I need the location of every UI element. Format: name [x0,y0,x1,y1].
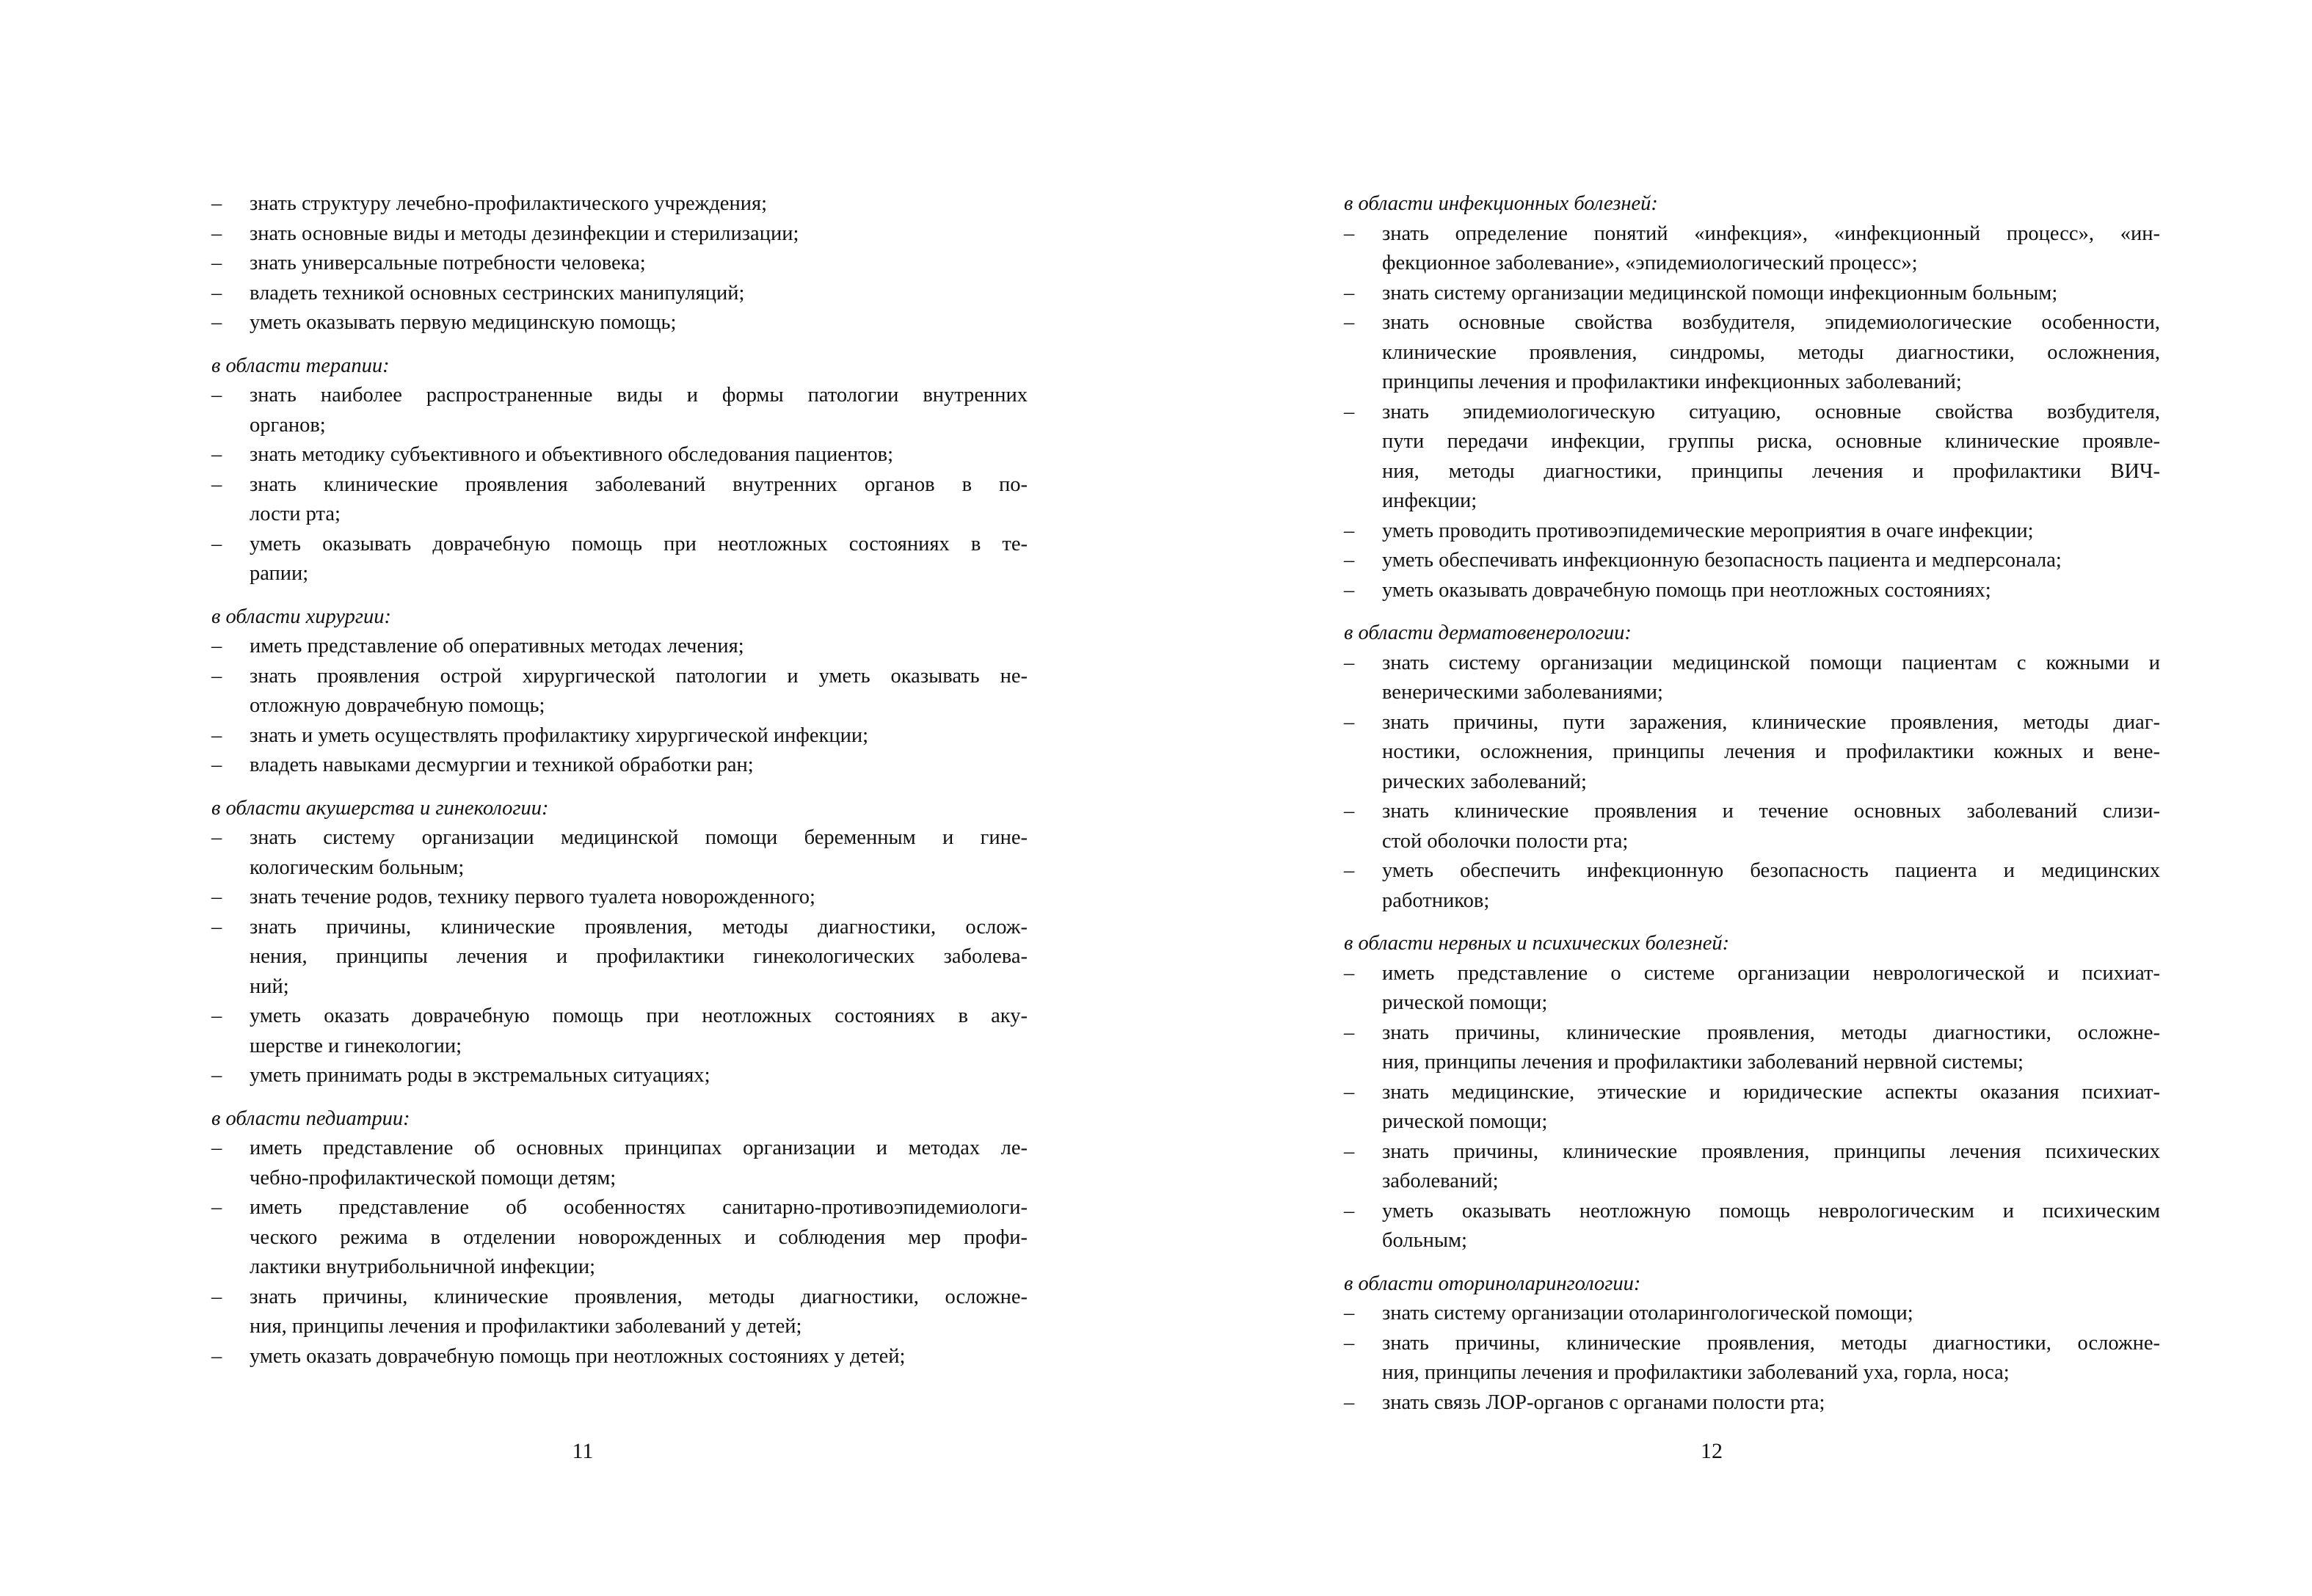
dash-bullet: – [1344,400,1355,423]
list-item [1344,959,2160,1019]
list-item [211,1134,1028,1193]
list-item [211,721,1028,751]
item-line: органов; [250,413,326,437]
dash-bullet: – [1344,519,1355,542]
item-line: рапии; [250,562,309,585]
list-item [1344,308,2160,398]
item-line: фекционное заболевание», «эпидемиологический процесс»; [1382,252,1918,274]
item-line: знать связь ЛОР-органов с органами полости рта; [1382,1391,1825,1414]
list-item [211,440,1028,470]
list-item [211,1002,1028,1061]
item-line: владеть техникой основных сестринских манипуляций; [250,281,745,305]
item-line: знать причины, клинические проявления, методы диагностики, осложне- [1382,1331,2160,1355]
item-line: знать основные виды и методы дезинфекции и стерилизации; [250,222,799,245]
item-line: знать методику субъективного и объективного обследования пациентов; [250,443,894,466]
list-item [1344,219,2160,279]
page-text-column [211,189,1028,1371]
dash-bullet: – [211,532,222,555]
list-item [211,883,1028,913]
dash-bullet: – [211,1064,222,1087]
section [211,794,1028,1091]
dash-bullet: – [211,724,222,747]
bullet-list [1344,219,2160,606]
item-line: заболеваний; [1382,1170,1499,1192]
dash-bullet: – [211,1005,222,1027]
item-line: знать клинические проявления и течение основных заболеваний слизи- [1382,800,2160,823]
item-line: клинические проявления, синдромы, методы диагностики, осложнения, [1382,340,2160,364]
item-line: владеть навыками десмургии и техникой обработки ран; [250,754,754,776]
dash-bullet: – [1344,1080,1355,1104]
item-line: уметь оказать доврачебную помощь при неотложных состояниях в аку- [250,1005,1028,1027]
dash-bullet: – [211,886,222,908]
item-line: ния, принципы лечения и профилактики заболеваний у детей; [250,1315,802,1338]
item-line: знать основные свойства возбудителя, эпидемиологические особенности, [1382,311,2160,334]
bullet-list [211,632,1028,781]
item-line: уметь оказывать первую медицинскую помощь; [250,311,677,334]
list-item [1344,517,2160,547]
item-line: знать определение понятий «инфекция», «инфекционный процесс», «ин- [1382,222,2160,245]
section [211,351,1028,589]
dash-bullet: – [1344,1021,1355,1044]
bullet-list [211,823,1028,1091]
list-item [1344,279,2160,309]
dash-bullet: – [211,311,222,334]
list-item [211,823,1028,883]
item-line: больным; [1382,1229,1467,1252]
bullet-list [211,189,1028,338]
dash-bullet: – [211,635,222,657]
list-item [211,530,1028,589]
list-item [1344,708,2160,798]
item-line: уметь обеспечить инфекционную безопасность пациента и медицинских [1382,859,2160,882]
item-line: знать систему организации отоларингологической помощи; [1382,1302,1913,1324]
section-heading: в области дерматовенерологии: [1344,622,1632,644]
dash-bullet: – [1344,549,1355,572]
item-line: ния, принципы лечения и профилактики заболеваний уха, горла, носа; [1382,1361,2010,1384]
page-right [1156,0,2312,1596]
list-item [211,219,1028,249]
list-item [1344,1388,2160,1418]
dash-bullet: – [1344,1331,1355,1355]
section-heading: в области терапии: [211,354,390,377]
dash-bullet: – [211,1137,222,1159]
item-line: рических заболеваний; [1382,770,1587,793]
item-line: стой оболочки полости рта; [1382,829,1629,853]
item-line: лости рта; [250,503,341,525]
list-item [1344,856,2160,916]
item-line: ний; [250,974,289,998]
section [1344,189,2160,605]
item-line: уметь обеспечивать инфекционную безопасность пациента и медперсонала; [1382,549,2062,572]
list-item [211,751,1028,781]
item-line: знать клинические проявления заболеваний внутренних органов в по- [250,473,1028,496]
list-item [1344,576,2160,606]
section [211,189,1028,338]
list-item [211,1342,1028,1372]
section-heading: в области акушерства и гинекологии: [211,796,549,820]
dash-bullet: – [1344,651,1355,674]
item-line: иметь представление об оперативных методах лечения; [250,635,744,657]
item-line: знать течение родов, технику первого туалета новорожденного; [250,886,815,908]
list-item [211,470,1028,530]
item-line: уметь принимать роды в экстремальных ситуациях; [250,1064,710,1087]
item-line: принципы лечения и профилактики инфекционных заболеваний; [1382,371,1962,393]
item-line: знать эпидемиологическую ситуацию, основные свойства возбудителя, [1382,400,2160,423]
page-text-column [1344,189,2160,1418]
dash-bullet: – [1344,578,1355,602]
dash-bullet: – [211,754,222,776]
item-line: иметь представление об особенностях санитарно-противоэпидемиологи- [250,1196,1028,1219]
item-line: уметь проводить противоэпидемические мероприятия в очаге инфекции; [1382,519,2034,542]
item-line: знать медицинские, этические и юридические аспекты оказания психиат- [1382,1080,2160,1104]
list-item [211,632,1028,662]
item-line: лактики внутрибольничной инфекции; [250,1256,595,1278]
item-line: ния, принципы лечения и профилактики заболеваний нервной системы; [1382,1051,2024,1074]
dash-bullet: – [1344,222,1355,245]
item-line: венерическими заболеваниями; [1382,681,1663,704]
page-number: 11 [572,1439,594,1463]
page-number: 12 [1701,1439,1723,1463]
item-line: инфекции; [1382,489,1477,512]
dash-bullet: – [1344,1391,1355,1414]
item-line: ностики, осложнения, принципы лечения и профилактики кожных и вене- [1382,740,2160,763]
bullet-list [1344,1299,2160,1418]
dash-bullet: – [211,1285,222,1308]
bullet-list [211,1134,1028,1371]
item-line: знать причины, клинические проявления, методы диагностики, осложне- [250,1285,1028,1308]
section [211,1104,1028,1372]
dash-bullet: – [1344,800,1355,823]
item-line: нения, принципы лечения и профилактики гинекологических заболева- [250,945,1028,968]
item-line: пути передачи инфекции, группы риска, основные клинические проявле- [1382,430,2160,453]
list-item [211,1061,1028,1091]
list-item [211,1193,1028,1283]
item-line: знать причины, пути заражения, клинические проявления, методы диаг- [1382,710,2160,734]
item-line: знать систему организации медицинской помощи беременным и гине- [250,826,1028,849]
section-heading: в области оториноларингологии: [1344,1272,1641,1295]
list-item [1344,1329,2160,1388]
item-line: знать структуру лечебно-профилактического учреждения; [250,192,767,215]
list-item [1344,1019,2160,1078]
item-line: знать наиболее распространенные виды и формы патологии внутренних [250,384,1028,407]
item-line: знать систему организации медицинской помощи пациентам с кожными и [1382,651,2160,674]
section-heading: в области педиатрии: [211,1107,410,1130]
dash-bullet: – [211,222,222,245]
list-item [1344,797,2160,856]
list-item [1344,1197,2160,1256]
item-line: рической помощи; [1382,1110,1548,1133]
item-line: знать причины, клинические проявления, методы диагностики, ослож- [250,915,1028,939]
bullet-list [1344,959,2160,1256]
item-line: шерстве и гинекологии; [250,1034,462,1057]
item-line: уметь оказывать доврачебную помощь при неотложных состояниях в те- [250,532,1028,555]
item-line: работников; [1382,889,1490,912]
dash-bullet: – [211,664,222,688]
dash-bullet: – [211,1196,222,1219]
item-line: знать систему организации медицинской помощи инфекционным больным; [1382,281,2058,305]
item-line: рической помощи; [1382,991,1548,1014]
dash-bullet: – [1344,710,1355,734]
list-item [1344,1078,2160,1137]
list-item [1344,1137,2160,1197]
bullet-list [211,381,1028,589]
section [1344,1269,2160,1418]
list-item [211,662,1028,721]
dash-bullet: – [211,252,222,274]
section-heading: в области инфекционных болезней: [1344,192,1658,215]
list-item [211,308,1028,338]
dash-bullet: – [1344,311,1355,334]
dash-bullet: – [1344,1302,1355,1324]
item-line: знать универсальные потребности человека; [250,252,646,274]
dash-bullet: – [211,281,222,305]
section-heading: в области нервных и психических болезней: [1344,932,1730,955]
item-line: знать причины, клинические проявления, методы диагностики, осложне- [1382,1021,2160,1044]
dash-bullet: – [1344,1140,1355,1163]
list-item [211,913,1028,1002]
dash-bullet: – [211,192,222,215]
section-heading: в области хирургии: [211,605,392,628]
bullet-list [1344,649,2160,917]
dash-bullet: – [1344,859,1355,882]
list-item [211,249,1028,279]
list-item [1344,649,2160,708]
dash-bullet: – [211,473,222,496]
item-line: уметь оказать доврачебную помощь при неотложных состояниях у детей; [250,1344,906,1368]
dash-bullet: – [211,443,222,466]
item-line: отложную доврачебную помощь; [250,694,545,717]
dash-bullet: – [1344,1199,1355,1222]
list-item [211,279,1028,309]
dash-bullet: – [211,915,222,939]
dash-bullet: – [1344,961,1355,985]
section [1344,619,2160,916]
dash-bullet: – [211,826,222,849]
item-line: уметь оказывать доврачебную помощь при неотложных состояниях; [1382,578,1991,602]
section [211,602,1028,781]
dash-bullet: – [1344,281,1355,305]
list-item [1344,1299,2160,1329]
item-line: знать и уметь осуществлять профилактику хирургической инфекции; [250,724,869,747]
item-line: кологическим больным; [250,856,465,879]
list-item [1344,546,2160,576]
item-line: ческого режима в отделении новорожденных и соблюдения мер профи- [250,1225,1028,1249]
section [1344,929,2160,1256]
dash-bullet: – [211,384,222,407]
item-line: знать причины, клинические проявления, принципы лечения психических [1382,1140,2160,1163]
list-item [211,1283,1028,1342]
item-line: знать проявления острой хирургической патологии и уметь оказывать не- [250,664,1028,688]
item-line: иметь представление о системе организации неврологической и психиат- [1382,961,2160,985]
list-item [211,189,1028,219]
list-item [211,381,1028,440]
item-line: ния, методы диагностики, принципы лечения и профилактики ВИЧ- [1382,459,2160,483]
list-item [1344,398,2160,517]
dash-bullet: – [211,1344,222,1368]
item-line: иметь представление об основных принципах организации и методах ле- [250,1137,1028,1159]
item-line: уметь оказывать неотложную помощь неврологическим и психическим [1382,1199,2160,1222]
item-line: чебно-профилактической помощи детям; [250,1166,617,1189]
